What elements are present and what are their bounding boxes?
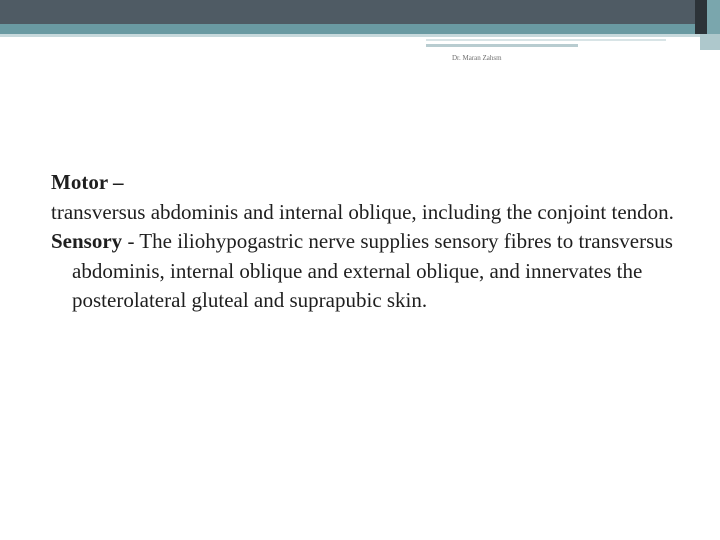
- motor-text: transversus abdominis and internal oblique, including the conjoint tendon.: [51, 199, 674, 224]
- sensory-text: - The iliohypogastric nerve supplies sensory fibres to transversus abdominis, internal oblique and external oblique, and innervates the posterolateral gluteal and suprapubic skin.: [72, 229, 673, 312]
- header-bar: [0, 0, 720, 24]
- header-divider: [0, 34, 720, 37]
- header-thin-line-short: [426, 44, 578, 47]
- header-edge-block: [707, 0, 720, 34]
- sensory-heading: Sensory: [51, 229, 123, 253]
- motor-paragraph: [51, 198, 691, 228]
- header-corner-block: [700, 34, 720, 50]
- motor-heading: Motor –: [51, 170, 124, 194]
- header-accent-bar: [0, 24, 720, 34]
- author-label: Dr. Maran Zahsm: [452, 54, 502, 62]
- header-thin-line: [426, 39, 666, 41]
- sensory-paragraph: [51, 227, 691, 316]
- motor-heading-line: [51, 168, 691, 198]
- header-dark-block: [695, 0, 707, 34]
- slide-body: [51, 168, 691, 316]
